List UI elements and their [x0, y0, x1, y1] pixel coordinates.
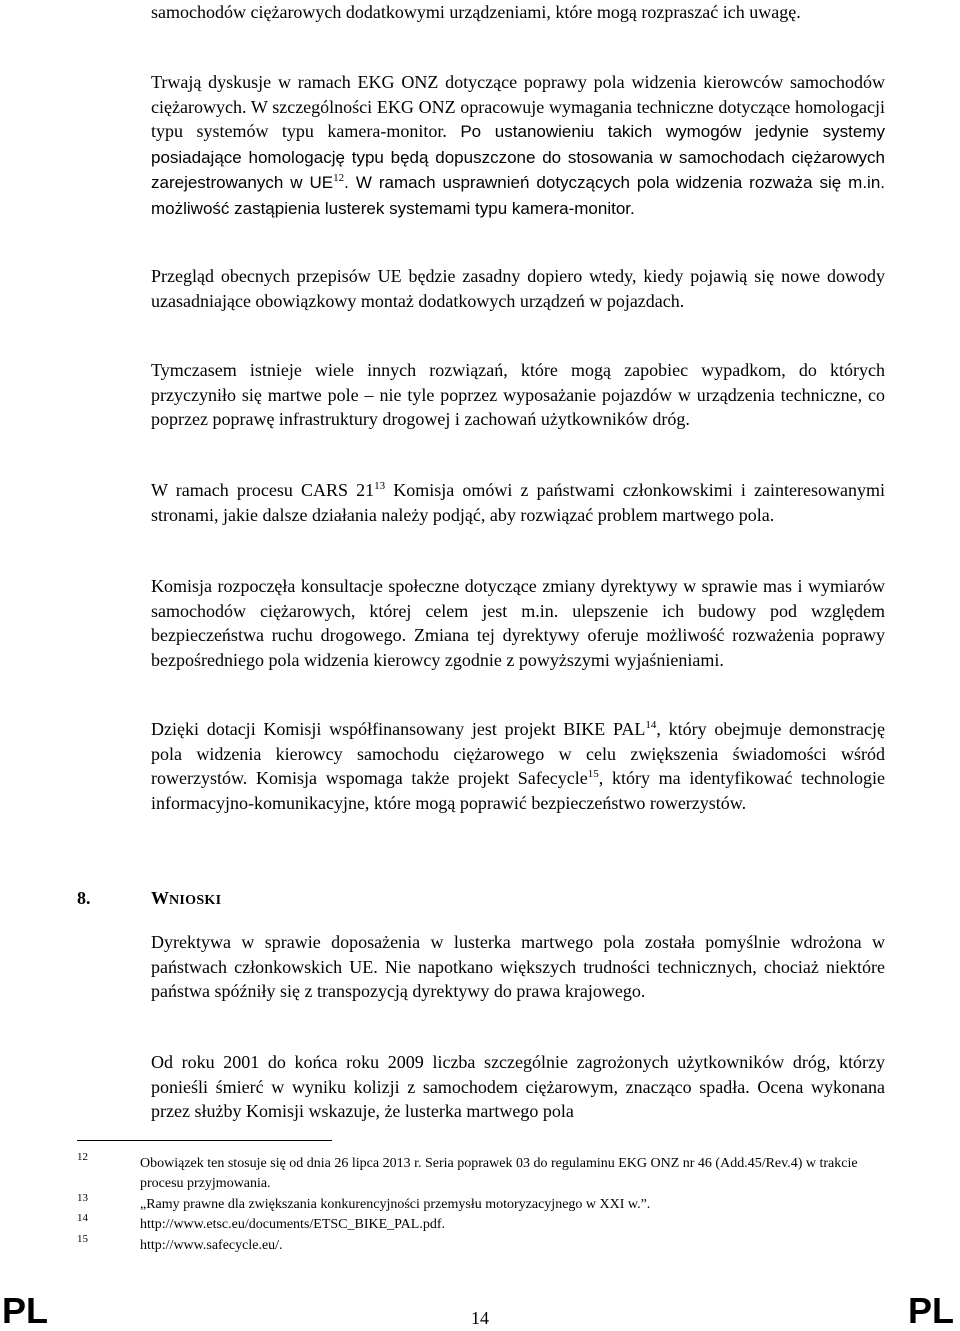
paragraph-eu-rules-review: Przegląd obecnych przepisów UE będzie zasadny dopiero wtedy, kiedy pojawią się nowe dowody uzasadniające obowiązkowy montaż dodatkowych urządzeń w pojazdach. — [151, 266, 885, 311]
footnote-number: 15 — [77, 1233, 88, 1245]
language-code-right: PL — [908, 1290, 955, 1331]
text-run: Trwają dyskusje w ramach EKG ONZ dotyczące poprawy pola widzenia kierowców samochodów ciężarowych. W szczególności EKG ONZ opracowuje wymagania techniczne dotyczące homologacji typu systemów typu kamera-monitor. — [151, 72, 885, 142]
paragraph-cars21 — [151, 478, 885, 527]
footnote-ref-15[interactable]: 15 — [587, 768, 599, 781]
text-run: Komisja omówi z państwami członkowskimi i zainteresowanymi stronami, jakie dalsze działania należy podjąć, aby rozwiązać problem martwego pola. — [151, 480, 885, 525]
paragraph-unece-discussions — [151, 70, 885, 222]
footnote-ref-14[interactable]: 14 — [645, 719, 657, 731]
section-number: 8. — [77, 888, 91, 908]
paragraph-bike-pal — [151, 717, 885, 815]
paragraph-directive-implemented: Dyrektywa w sprawie doposażenia w lusterka martwego pola została pomyślnie wdrożona w państwach członkowskich UE. Nie napotkano większych trudności technicznych, chociaż niektóre państwa spóźniły się z transpozycją dyrektywy do prawa krajowego. — [151, 932, 885, 1002]
text-run-sans: Po ustanowieniu takich wymogów jedynie systemy posiadające homologację typu będą dopuszczone do stosowania w samochodach ciężarowych zarejestrowanych w UE — [151, 122, 885, 193]
paragraph-other-solutions: Tymczasem istnieje wiele innych rozwiązań, które mogą zapobiec wypadkom, do których przyczyniło się martwe pole – nie tyle poprzez wyposażanie pojazdów w urządzenia techniczne, co poprzez poprawę infrastruktury drogowej i zachowań użytkowników dróg. — [151, 360, 885, 430]
footnote-link[interactable]: http://www.etsc.eu/documents/ETSC_BIKE_PAL.pdf. — [140, 1217, 445, 1232]
text-run: W ramach procesu CARS 21 — [151, 480, 375, 500]
footnote-number: 14 — [77, 1212, 88, 1224]
footnote-ref-13[interactable]: 13 — [374, 480, 386, 492]
footnote-link[interactable]: http://www.safecycle.eu/. — [140, 1238, 283, 1253]
language-code-left: PL — [2, 1290, 49, 1331]
section-title-rest: NIOSKI — [169, 893, 222, 908]
section-heading-conclusions — [77, 886, 577, 913]
paragraph-fatalities-decline: Od roku 2001 do końca roku 2009 liczba szczególnie zagrożonych użytkowników dróg, którzy ponieśli śmierć w wyniku kolizji z samochodem ciężarowym, znacząco spadła. Ocena wykonana przez służby Komisji wskazuje, że lusterka martwego pola — [151, 1052, 885, 1122]
text-run: , który ma identyfikować technologie informacyjno-komunikacyjne, które mogą poprawić bezpieczeństwo rowerzystów. — [151, 768, 886, 813]
footnote-separator — [77, 1140, 332, 1141]
footnote-text: „Ramy prawne dla zwiększania konkurencyjności przemysłu motoryzacyjnego w XXI w.”. — [140, 1197, 651, 1212]
text-run: Dzięki dotacji Komisji współfinansowany jest projekt BIKE PAL — [151, 719, 646, 739]
footnote-number: 12 — [77, 1151, 88, 1163]
page-number: 14 — [471, 1308, 489, 1328]
paragraph-consultation: Komisja rozpoczęła konsultacje społeczne dotyczące zmiany dyrektywy w sprawie mas i wymiarów samochodów ciężarowych, której celem jest m.in. ulepszenie ich budowy pod względem bezpieczeństwa ruchu drogowego. Zmiana tej dyrektywy oferuje możliwość rozważenia poprawy bezpośredniego pola widzenia kierowcy zgodnie z powyższymi wyjaśnieniami. — [151, 576, 885, 670]
paragraph-intro-continuation: samochodów ciężarowych dodatkowymi urządzeniami, które mogą rozpraszać ich uwagę. — [151, 2, 801, 22]
footnote-number: 13 — [77, 1192, 88, 1204]
text-run: , który obejmuje demonstrację pola widzenia kierowcy samochodu ciężarowego w celu zwiększenia świadomości wśród rowerzystów. Komisja wspomaga także projekt Safecycle — [151, 719, 886, 789]
text-run-sans: . W ramach usprawnień dotyczących pola widzenia rozważa się m.in. możliwość zastąpienia lusterek systemami typu kamera-monitor. — [151, 173, 885, 218]
footnote-text: Obowiązek ten stosuje się od dnia 26 lipca 2013 r. Seria poprawek 03 do regulaminu EKG ONZ nr 46 (Add.45/Rev.4) w trakcie procesu przyjmowania. — [140, 1156, 858, 1191]
section-title-initial: W — [151, 888, 169, 908]
footnote-ref-12[interactable]: 12 — [333, 172, 345, 185]
